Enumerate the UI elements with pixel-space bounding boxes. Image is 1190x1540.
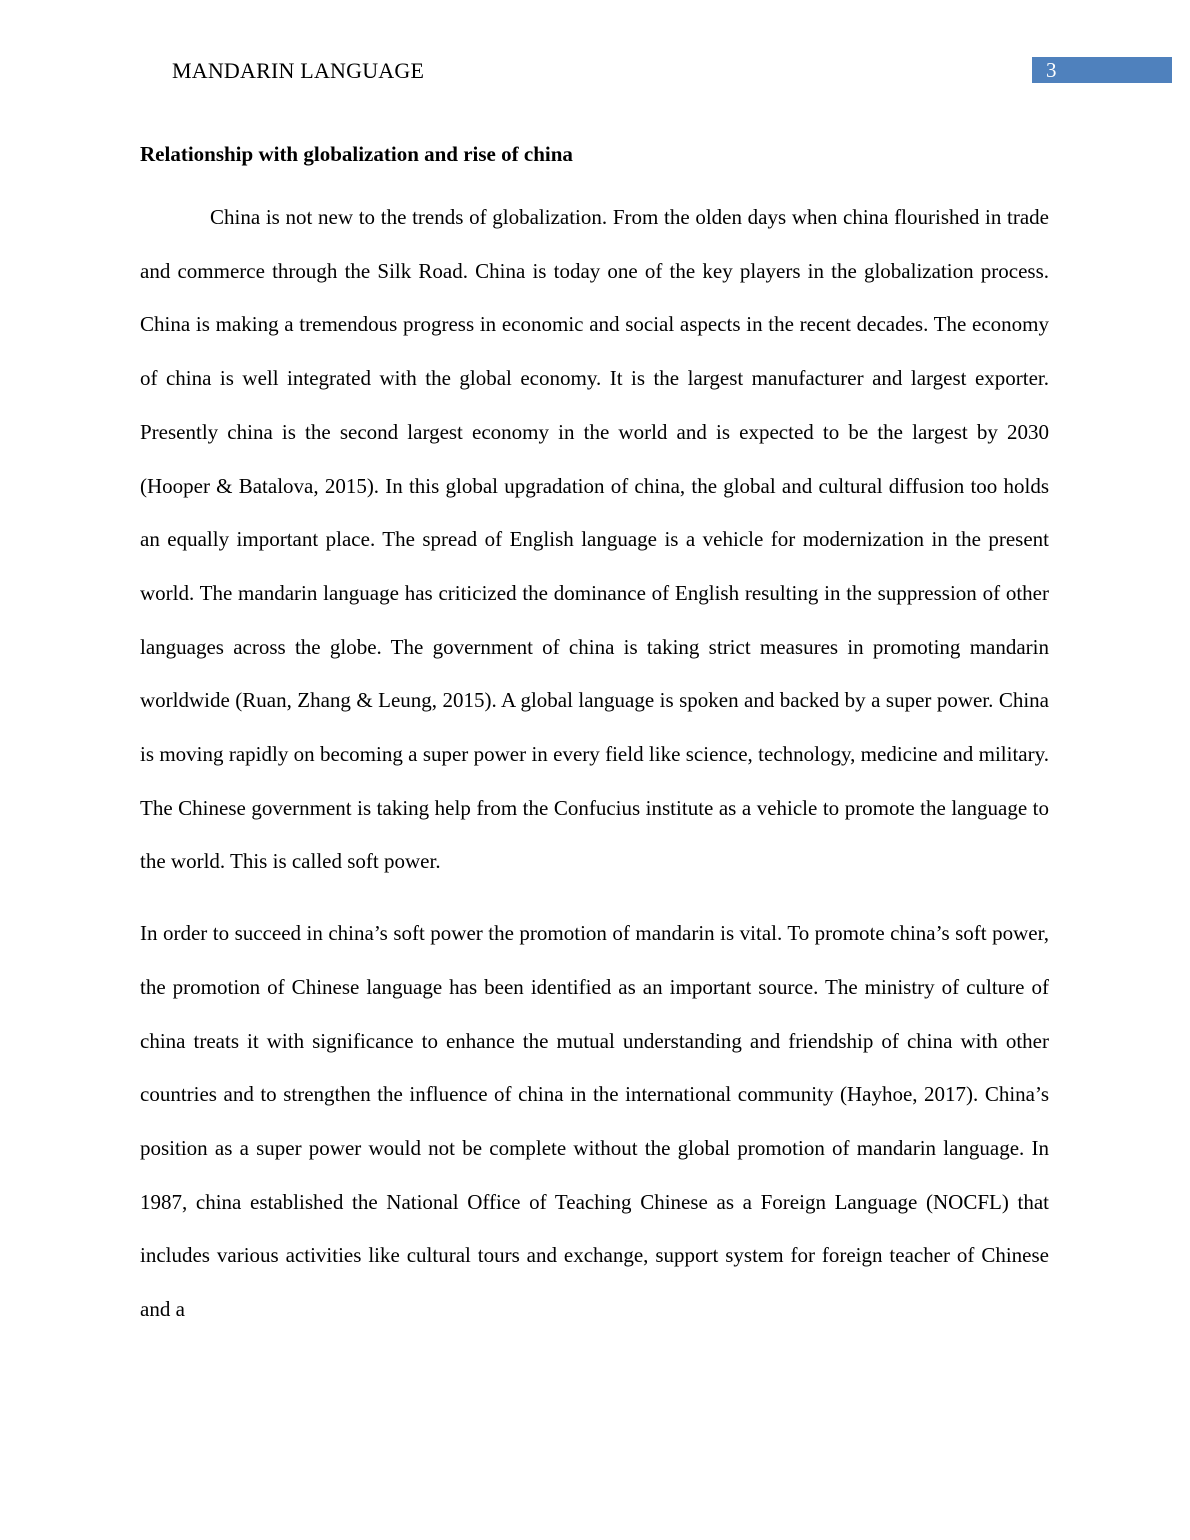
page-number-badge [1032, 57, 1172, 83]
running-header-title: MANDARIN LANGUAGE [172, 58, 425, 83]
page-number: 3 [1046, 58, 1057, 82]
section-heading: Relationship with globalization and rise of china [140, 142, 573, 166]
body-paragraph-2: In order to succeed in china’s soft power the promotion of mandarin is vital. To promote china’s soft power, the promotion of Chinese language has been identified as an important source. The ministry of culture of china treats it with significance to enhance the mutual understanding and friendship of china with other countries and to strengthen the influence of china in the international community (Hayhoe, 2017). China’s position as a super power would not be complete without the global promotion of mandarin language. In 1987, china established the National Office of Teaching Chinese as a Foreign Language (NOCFL) that includes various activities like cultural tours and exchange, support system for foreign teacher of Chinese and a [140, 921, 1049, 1322]
document-body [140, 138, 1049, 1337]
body-paragraph-1: China is not new to the trends of globalization. From the olden days when china flourished in trade and commerce through the Silk Road. China is today one of the key players in the globalization process. China is making a tremendous progress in economic and social aspects in the recent decades. The economy of china is well integrated with the global economy. It is the largest manufacturer and largest exporter. Presently china is the second largest economy in the world and is expected to be the largest by 2030 (Hooper & Batalova, 2015). In this global upgradation of china, the global and cultural diffusion too holds an equally important place. The spread of English language is a vehicle for modernization in the present world. The mandarin language has criticized the dominance of English resulting in the suppression of other languages across the globe. The government of china is taking strict measures in promoting mandarin worldwide (Ruan, Zhang & Leung, 2015). A global language is spoken and backed by a super power. China is moving rapidly on becoming a super power in every field like science, technology, medicine and military. The Chinese government is taking help from the Confucius institute as a vehicle to promote the language to the world. This is called soft power. [140, 205, 1049, 874]
